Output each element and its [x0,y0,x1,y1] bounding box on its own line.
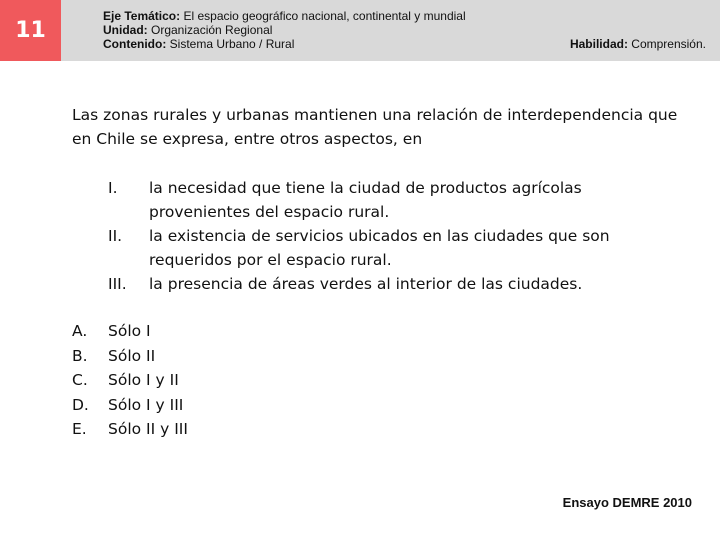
statement-number: I. [108,179,118,197]
statement-item [108,176,678,224]
habilidad-label: Habilidad: [569,37,628,51]
statement-number: II. [108,227,123,245]
contenido-value: Sistema Urbano / Rural [166,37,295,51]
question-stem: Las zonas rurales y urbanas mantienen una relación de interdependencia que en Chile se expresa, entre otros aspectos, en [72,106,678,148]
contenido-line [103,37,294,51]
option-d[interactable] [72,393,188,418]
unidad-label: Unidad: [103,23,148,37]
statement-text: la necesidad que tiene la ciudad de productos agrícolas provenientes del espacio rural. [149,179,582,221]
option-letter: C. [72,371,88,389]
question-number-badge [0,0,61,61]
statement-list [108,176,678,296]
option-b[interactable] [72,344,188,369]
statement-text: la existencia de servicios ubicados en las ciudades que son requeridos por el espacio rural. [149,227,610,269]
eje-tematico-value: El espacio geográfico nacional, continental y mundial [180,9,466,23]
option-e[interactable] [72,417,188,442]
eje-tematico-label: Eje Temático: [103,9,181,23]
option-letter: D. [72,395,89,414]
option-a[interactable] [72,319,188,344]
statement-item [108,224,678,272]
question-number: 11 [15,18,46,43]
option-text: Sólo I y III [108,395,184,414]
header-bar [0,0,720,61]
unidad-line [103,23,272,37]
option-text: Sólo I y II [108,371,179,389]
unidad-value: Organización Regional [147,23,273,37]
statement-item [108,272,678,296]
contenido-label: Contenido: [103,37,167,51]
option-letter: B. [72,346,88,365]
eje-tematico-line [103,9,466,23]
answer-options [72,319,188,442]
option-text: Sólo II [108,346,156,365]
option-letter: E. [72,420,87,438]
habilidad-value: Comprensión. [627,37,706,51]
source-citation: Ensayo DEMRE 2010 [562,495,692,510]
option-letter: A. [72,322,88,340]
option-c[interactable] [72,368,188,393]
option-text: Sólo I [108,322,151,340]
option-text: Sólo II y III [108,420,188,438]
habilidad-line [570,37,706,51]
statement-number: III. [108,275,127,293]
statement-text: la presencia de áreas verdes al interior de las ciudades. [149,275,583,293]
